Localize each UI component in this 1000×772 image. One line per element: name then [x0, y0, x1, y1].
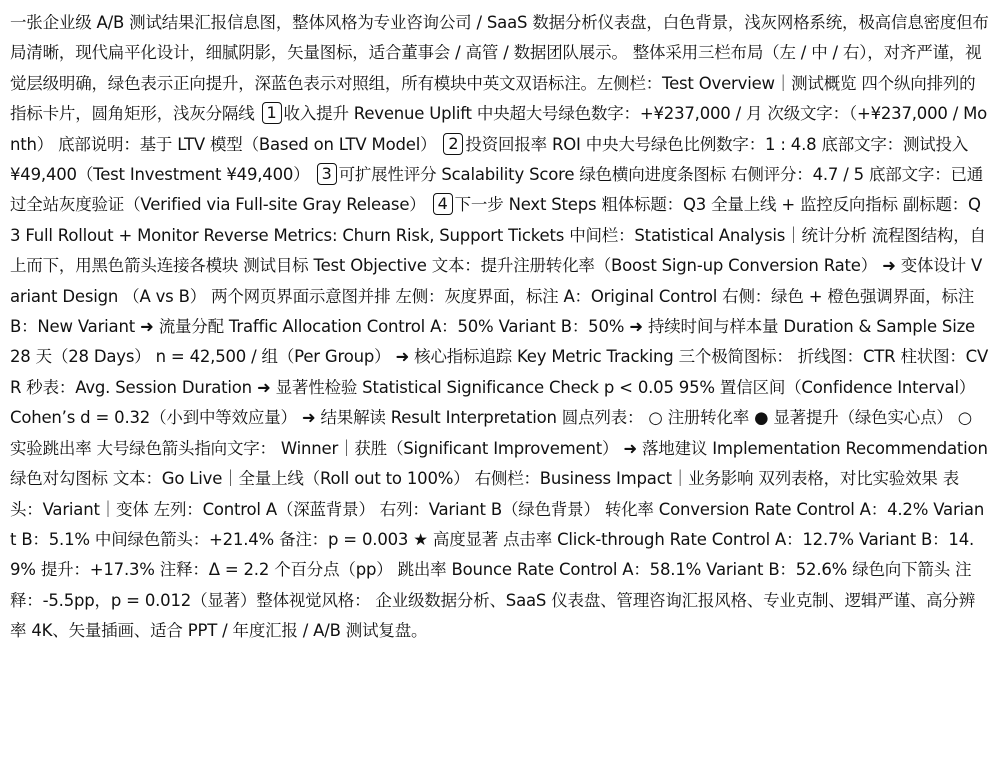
item-number-1: 1: [262, 102, 282, 124]
paragraph-text-roi: 投资回报率 ROI 中央大号绿色比例数字：1 : 4.8 底部文字：测试投入 ¥49,400（Test Investment ¥49,400）: [10, 134, 974, 185]
paragraph-text-scalability: 可扩展性评分 Scalability Score 绿色横向进度条图标 右侧评分：4.7 / 5 底部文字：已通过全站灰度验证（Verified via Full-site Gray Release）: [10, 165, 984, 215]
prompt-paragraph: [10, 8, 993, 647]
item-number-3: 3: [317, 163, 337, 185]
item-number-4: 4: [433, 193, 453, 215]
paragraph-text-rest: 下一步 Next Steps 粗体标题：Q3 全量上线 + 监控反向指标 副标题：Q3 Full Rollout + Monitor Reverse Metrics: Churn Risk, Support Tickets 中间栏：Statistical Analysis｜统计分析 流程图结构，自上而下，用黑色箭头连接各模块 测试目标 Test Objective 文本：提升注册转化率（Boost Sign-up Conversion Rate） ➜ 变体设计 Variant Design （A vs B） 两个网页界面示意图并排 左侧：灰度界面，标注 A：Original Control 右侧：绿色 + 橙色强调界面，标注 B：New Variant ➜ 流量分配 Traffic Allocation Control A：50% Variant B：50% ➜ 持续时间与样本量 Duration & Sample Size 28 天（28 Days） n = 42,500 / 组（Per Group） ➜ 核心指标追踪 Key Metric Tracking 三个极简图标： 折线图：CTR 柱状图：CVR 秒表：Avg. Session Duration ➜ 显著性检验 Statistical Significance Check p < 0.05 95% 置信区间（Confidence Interval） Cohen’s d = 0.32（小到中等效应量） ➜ 结果解读 Result Interpretation 圆点列表： ○ 注册转化率 ● 显著提升（绿色实心点） ○ 实验跳出率 大号绿色箭头指向文字： Winner｜获胜（Significant Improvement） ➜ 落地建议 Implementation Recommendation 绿色对勾图标 文本：Go Live｜全量上线（Roll out to 100%） 右侧栏：Business Impact｜业务影响 双列表格，对比实验效果 表头：Variant｜变体 左列：Control A（深蓝背景） 右列：Variant B（绿色背景） 转化率 Conversion Rate Control A：4.2% Variant B：5.1% 中间绿色箭头：+21.4% 备注：p = 0.003 ★ 高度显著 点击率 Click-through Rate Control A：12.7% Variant B：14.9% 提升：+17.3% 注释：Δ = 2.2 个百分点（pp） 跳出率 Bounce Rate Control A：58.1% Variant B：52.6% 绿色向下箭头 注释：-5.5pp，p = 0.012（显著）整体视觉风格： 企业级数据分析、SaaS 仪表盘、管理咨询汇报风格、专业克制、逻辑严谨、高分辨率 4K、矢量插画、适合 PPT / 年度汇报 / A/B 测试复盘。: [10, 195, 993, 641]
paragraph-text-revenue: 收入提升 Revenue Uplift 中央超大号绿色数字：+¥237,000 / 月 次级文字：（+¥237,000 / Month） 底部说明：基于 LTV 模型（Based on LTV Model）: [10, 104, 988, 154]
paragraph-text-intro: 一张企业级 A/B 测试结果汇报信息图，整体风格为专业咨询公司 / SaaS 数据分析仪表盘，白色背景，浅灰网格系统，极高信息密度但布局清晰，现代扁平化设计，细腻阴影，矢量图标，适合董事会 / 高管 / 数据团队展示。 整体采用三栏布局（左 / 中 / 右），对齐严谨，视觉层级明确，绿色表示正向提升，深蓝色表示对照组，所有模块中英文双语标注。左侧栏：Test Overview｜测试概览 四个纵向排列的指标卡片，圆角矩形，浅灰分隔线: [10, 13, 989, 124]
item-number-2: 2: [443, 133, 463, 155]
